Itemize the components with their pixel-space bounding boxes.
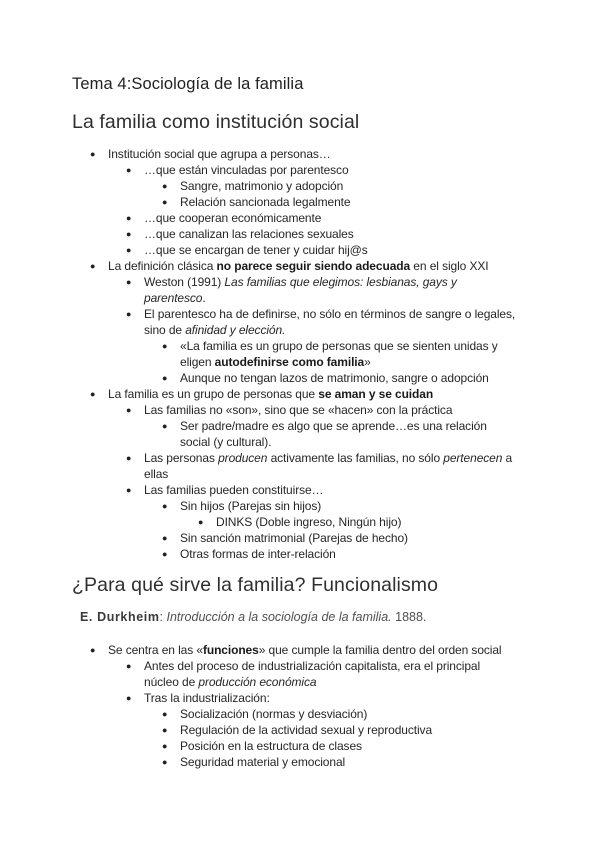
bullet-icon: ●	[126, 309, 132, 319]
list-item	[90, 146, 331, 162]
bullet-icon: ●	[126, 453, 132, 463]
list-item	[198, 514, 402, 530]
section-heading-functionalism: ¿Para qué sirve la familia? Funcionalismo	[72, 574, 439, 596]
list-item-text: Otras formas de inter-relación	[180, 547, 336, 561]
list-item	[162, 498, 322, 514]
bullet-icon: ●	[162, 197, 168, 207]
text-run: »	[364, 355, 371, 369]
list-item-text: Socialización (normas y desviación)	[180, 707, 368, 721]
list-item-text: Sin hijos (Parejas sin hijos)	[180, 499, 322, 513]
list-item-text: DINKS (Doble ingreso, Ningún hijo)	[216, 515, 402, 529]
bullet-icon: ●	[126, 165, 132, 175]
list-item	[162, 178, 344, 194]
list-item-text: Relación sancionada legalmente	[180, 195, 351, 209]
list-item	[126, 162, 349, 178]
list-item-text: Tras la industrialización:	[144, 691, 270, 705]
list-item	[126, 482, 324, 498]
list-item	[126, 226, 354, 242]
list-item	[126, 210, 322, 226]
list-item	[126, 690, 270, 706]
emphasis-bold: autodefinirse como familia	[214, 355, 365, 369]
list-item-text	[108, 387, 433, 401]
emphasis-italic: pertenecen	[443, 451, 503, 465]
list-item	[162, 530, 408, 546]
list-item-text: Las familias pueden constituirse…	[144, 483, 324, 497]
document-title: Tema 4:Sociología de la familia	[72, 75, 304, 93]
bullet-icon: ●	[162, 533, 168, 543]
list-item-text: Sin sanción matrimonial (Parejas de hecho)	[180, 531, 408, 545]
bullet-icon: ●	[126, 277, 132, 287]
list-item-text	[108, 643, 502, 657]
list-item	[162, 754, 346, 770]
bullet-icon: ●	[162, 709, 168, 719]
bullet-icon: ●	[90, 261, 96, 271]
bullet-icon: ●	[126, 245, 132, 255]
bullet-icon: ●	[126, 693, 132, 703]
list-item-text: Posición en la estructura de clases	[180, 739, 362, 753]
list-item-text	[108, 259, 489, 273]
emphasis-italic: producen	[218, 451, 268, 465]
bullet-icon: ●	[126, 213, 132, 223]
list-item	[90, 642, 502, 658]
list-item-text: …que están vinculadas por parentesco	[144, 163, 349, 177]
author-name: E. Durkheim	[80, 610, 160, 624]
list-item	[126, 306, 529, 338]
text-run: «La familia es un grupo de personas que se sienten unidas y eligen	[180, 339, 498, 369]
bullet-icon: ●	[162, 549, 168, 559]
reference-line	[80, 610, 426, 624]
bullet-icon: ●	[90, 149, 96, 159]
list-item-text	[144, 307, 515, 337]
list-item	[162, 194, 351, 210]
bullet-icon: ●	[162, 421, 168, 431]
emphasis-italic: afinidad y elección.	[185, 323, 286, 337]
list-item-text	[144, 275, 457, 305]
bullet-icon: ●	[126, 229, 132, 239]
list-item-text: Sangre, matrimonio y adopción	[180, 179, 344, 193]
list-item-text	[144, 659, 480, 689]
list-item	[162, 370, 489, 386]
text-run: activamente las familias, no sólo	[267, 451, 444, 465]
section-heading-family-institution: La familia como institución social	[72, 111, 360, 133]
bullet-icon: ●	[126, 405, 132, 415]
list-item	[90, 386, 434, 402]
list-item-text: Regulación de la actividad sexual y reproductiva	[180, 723, 433, 737]
text-run: a ellas	[144, 451, 513, 481]
bullet-icon: ●	[90, 389, 96, 399]
list-item	[162, 338, 510, 370]
bullet-icon: ●	[162, 501, 168, 511]
bullet-icon: ●	[162, 741, 168, 751]
list-item	[162, 738, 362, 754]
bullet-icon: ●	[198, 517, 204, 527]
list-item-text: Seguridad material y emocional	[180, 755, 346, 769]
list-item	[126, 274, 474, 306]
text-run: La familia es un grupo de personas que	[108, 387, 319, 401]
text-run: .	[202, 291, 206, 305]
list-item-text: Institución social que agrupa a personas…	[108, 147, 331, 161]
text-run: Se centra en las «	[108, 643, 203, 657]
list-item	[90, 258, 489, 274]
book-title-italic: Las familias que elegimos: lesbianas, gays y parentesco	[144, 275, 457, 305]
list-item-text: Las familias no «son», sino que se «hacen» con la práctica	[144, 403, 453, 417]
bullet-icon: ●	[162, 373, 168, 383]
list-item	[162, 722, 433, 738]
text-run: El parentesco ha de definirse, no sólo en términos de sangre o legales, sino de	[144, 307, 516, 337]
book-title: Introducción a la sociología de la familia.	[166, 610, 392, 624]
text-run: La definición clásica	[108, 259, 217, 273]
bullet-icon: ●	[126, 661, 132, 671]
bullet-icon: ●	[162, 181, 168, 191]
list-item-text	[180, 339, 498, 369]
list-item	[126, 658, 494, 690]
bullet-icon: ●	[162, 341, 168, 351]
bullet-icon: ●	[126, 485, 132, 495]
list-item	[162, 546, 336, 562]
list-item	[126, 402, 453, 418]
emphasis-bold: funciones	[202, 643, 259, 657]
list-item	[162, 706, 368, 722]
bullet-icon: ●	[162, 725, 168, 735]
list-item-text: …que se encargan de tener y cuidar hij@s	[144, 243, 368, 257]
text-run: :	[159, 610, 167, 624]
list-item	[126, 450, 529, 482]
emphasis-bold: no parece seguir siendo adecuada	[216, 259, 411, 273]
text-run: Weston (1991)	[144, 275, 225, 289]
text-run: Antes del proceso de industrialización capitalista, era el principal núcleo de	[144, 659, 481, 689]
text-run: » que cumple la familia dentro del orden social	[258, 643, 502, 657]
emphasis-italic: producción económica	[198, 675, 317, 689]
list-item-text: …que cooperan económicamente	[144, 211, 322, 225]
list-item-text: Aunque no tengan lazos de matrimonio, sangre o adopción	[180, 371, 489, 385]
publication-year: 1888.	[391, 610, 427, 624]
list-item	[162, 418, 500, 450]
bullet-icon: ●	[90, 645, 96, 655]
list-item-text: Ser padre/madre es algo que se aprende…es una relación social (y cultural).	[180, 419, 487, 449]
list-item	[126, 242, 368, 258]
text-run: en el siglo XXI	[410, 259, 489, 273]
emphasis-bold: se aman y se cuidan	[318, 387, 434, 401]
text-run: Las personas	[144, 451, 219, 465]
list-item-text	[144, 451, 512, 481]
bullet-icon: ●	[162, 757, 168, 767]
list-item-text: …que canalizan las relaciones sexuales	[144, 227, 354, 241]
